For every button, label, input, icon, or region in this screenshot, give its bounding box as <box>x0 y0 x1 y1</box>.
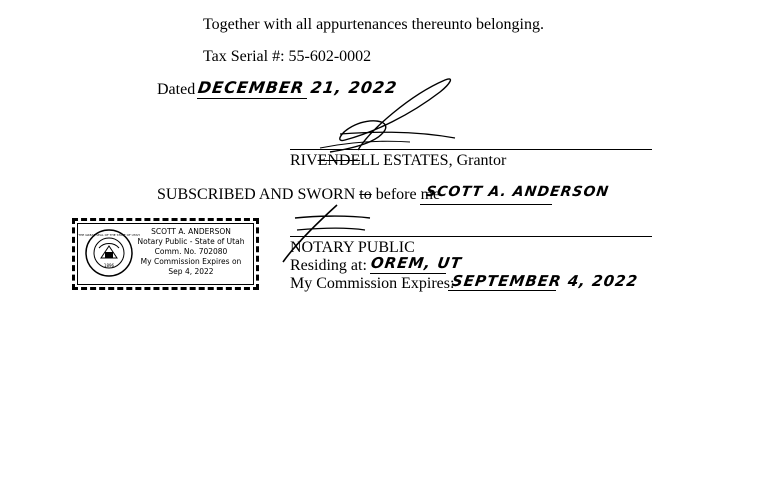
commission-underline <box>448 290 556 291</box>
commission-label: My Commission Expires: <box>290 275 455 292</box>
stamp-name: SCOTT A. ANDERSON <box>151 227 231 236</box>
dated-underline <box>197 98 307 99</box>
dated-handwritten: DECEMBER 21, 2022 <box>196 78 399 97</box>
grantor-signature <box>300 70 460 160</box>
notary-signature-line <box>290 236 652 237</box>
notary-name-underline <box>420 204 552 205</box>
residing-underline <box>370 273 446 274</box>
seal-ring-text: THE GREAT SEAL OF THE STATE OF UTAH <box>78 233 140 237</box>
notary-name-handwritten: SCOTT A. ANDERSON <box>424 184 611 200</box>
jurat-line: SUBSCRIBED AND SWORN to before me <box>157 186 441 203</box>
residing-label: Residing at: <box>290 257 367 274</box>
notary-public-label: NOTARY PUBLIC <box>290 239 415 256</box>
grantor-name: RIVENDELL ESTATES, Grantor <box>290 152 507 169</box>
seal-year: 1896 <box>103 263 115 268</box>
commission-handwritten: SEPTEMBER 4, 2022 <box>450 272 640 290</box>
utah-state-seal-icon <box>78 228 140 278</box>
stamp-title: Notary Public - State of Utah <box>137 237 245 246</box>
appurtenances-text: Together with all appurtenances thereunto belonging. <box>203 16 544 33</box>
stamp-expires-date: Sep 4, 2022 <box>168 267 214 276</box>
stamp-text <box>130 227 252 277</box>
residing-handwritten: OREM, UT <box>369 254 464 272</box>
notary-stamp <box>72 218 259 290</box>
stamp-expires-label: My Commission Expires on <box>140 257 242 266</box>
grantor-signature-line <box>290 149 652 150</box>
stamp-comm-no: Comm. No. 702080 <box>154 247 228 256</box>
tax-serial-text: Tax Serial #: 55-602-0002 <box>203 48 372 65</box>
dated-label: Dated <box>157 81 196 98</box>
